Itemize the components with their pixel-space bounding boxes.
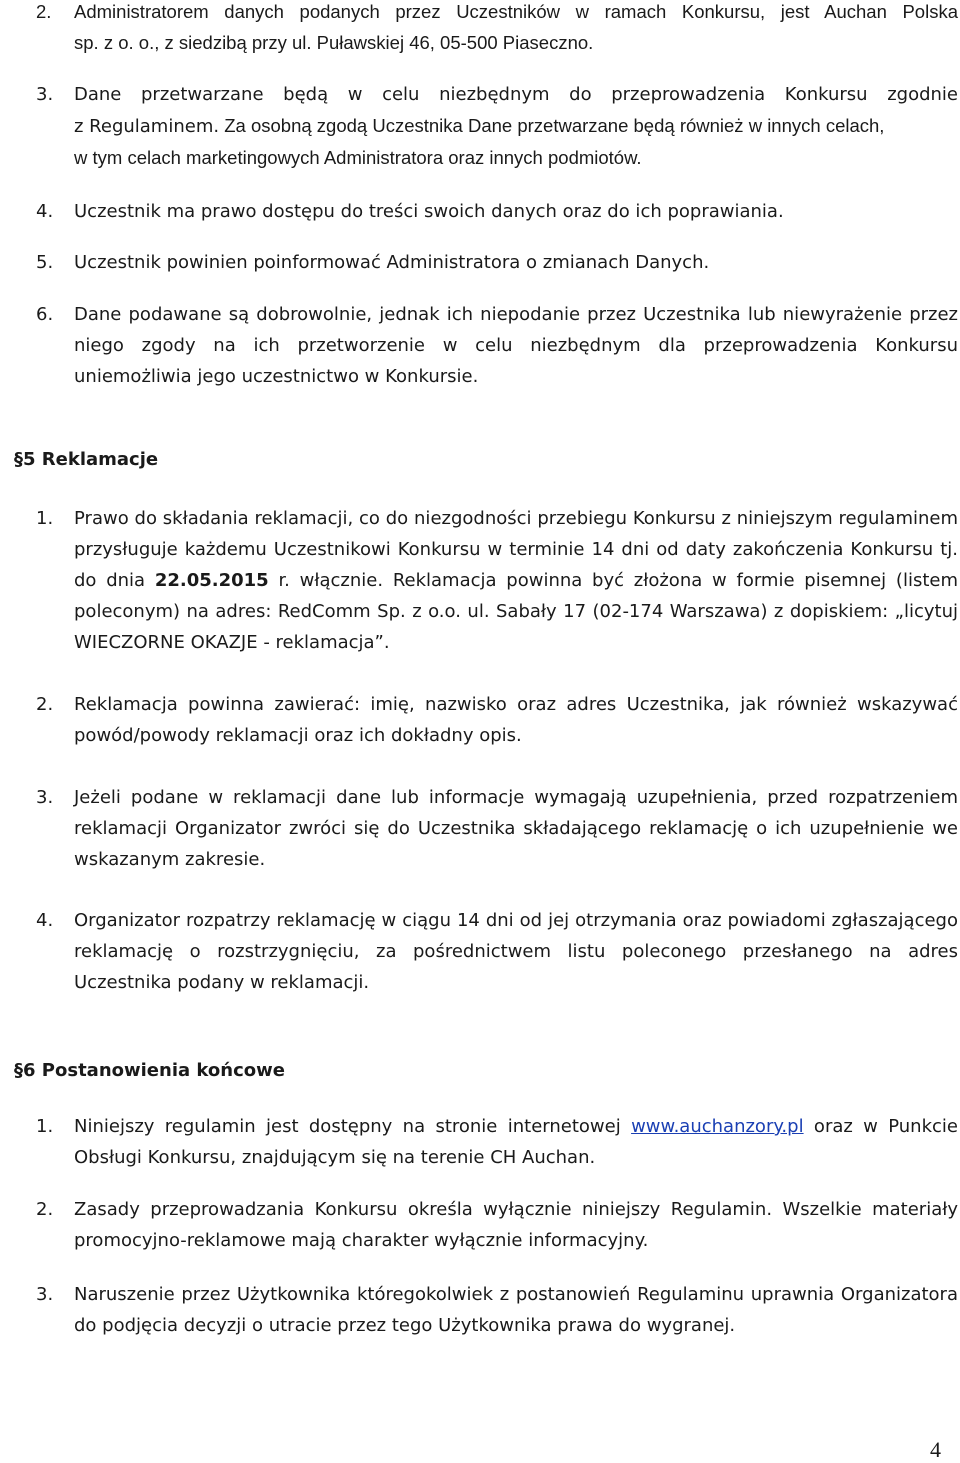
list-item <box>36 503 958 658</box>
item-number: 4. <box>36 910 54 931</box>
item-text: Prawo do składania reklamacji, co do niezgodności przebiegu Konkursu z niniejszym regulaminem przysługuje każdemu Uczestnikowi Konkursu w terminie 14 dni od daty zakończenia Konkursu tj. do dnia 22.05.2015 r. włącznie. Reklamacja powinna być złożona w formie pisemnej (listem poleconym) na adres: RedComm Sp. z o.o. ul. Sabały 17 (02-174 Warszawa) z dopiskiem: „licytuj WIECZORNE OKAZJE - reklamacja”. <box>74 508 958 653</box>
item-number: 5. <box>36 252 54 273</box>
list-item <box>36 1194 958 1256</box>
item-number: 2. <box>36 1 52 22</box>
item-number: 3. <box>36 787 54 808</box>
list-item <box>36 299 958 392</box>
page-number: 4 <box>930 1437 941 1462</box>
item-text: Jeżeli podane w reklamacji dane lub informacje wymagają uzupełnienia, przed rozpatrzeniem reklamacji Organizator zwróci się do Uczestnika składającego reklamację o ich uzupełnienie we wskazanym zakresie. <box>74 787 958 870</box>
item-number: 4. <box>36 201 54 222</box>
list-item <box>36 1279 958 1341</box>
list-item <box>36 782 958 875</box>
list-item <box>36 247 958 278</box>
item-text: Za osobną zgodą Uczestnika Dane przetwarzane będą również w innych celach, <box>224 115 885 136</box>
website-link[interactable]: www.auchanzory.pl <box>631 1116 804 1137</box>
list-item <box>36 1111 958 1173</box>
item-number: 3. <box>36 84 54 105</box>
item-text: Administratorem danych podanych przez Uczestników w ramach Konkursu, jest Auchan Polska <box>74 1 958 22</box>
item-number: 2. <box>36 1199 54 1220</box>
item-number: 3. <box>36 1284 54 1305</box>
item-text: Dane podawane są dobrowolnie, jednak ich niepodanie przez Uczestnika lub niewyrażenie przez niego zgody na ich przetworzenie w celu niezbędnym dla przeprowadzenia Konkursu uniemożliwia jego uczestnictwo w Konkursie. <box>74 304 958 387</box>
item-text: Reklamacja powinna zawierać: imię, nazwisko oraz adres Uczestnika, jak również wskazywać powód/powody reklamacji oraz ich dokładny opis. <box>74 694 958 746</box>
list-item <box>36 689 958 751</box>
list-item <box>36 79 958 173</box>
item-text: Zasady przeprowadzania Konkursu określa wyłącznie niniejszy Regulamin. Wszelkie materiały promocyjno-reklamowe mają charakter wyłącznie informacyjny. <box>74 1199 958 1251</box>
item-text: Uczestnik powinien poinformować Administratora o zmianach Danych. <box>74 252 710 273</box>
list-item <box>36 0 958 58</box>
item-text: z Regulaminem. <box>74 116 220 137</box>
deadline-date: 22.05.2015 <box>154 570 269 591</box>
item-text: Uczestnik ma prawo dostępu do treści swoich danych oraz do ich poprawiania. <box>74 201 784 222</box>
item-number: 1. <box>36 1116 54 1137</box>
section-heading: §6 Postanowienia końcowe <box>14 1060 285 1081</box>
section-heading: §5 Reklamacje <box>14 449 159 470</box>
list-item <box>36 196 958 227</box>
item-text: sp. z o. o., z siedzibą przy ul. Puławskiej 46, 05-500 Piaseczno. <box>74 32 594 53</box>
item-text: Niniejszy regulamin jest dostępny na stronie internetowej www.auchanzory.pl oraz w Punkcie Obsługi Konkursu, znajdującym się na terenie CH Auchan. <box>74 1116 958 1168</box>
item-text: Dane przetwarzane będą w celu niezbędnym do przeprowadzenia Konkursu zgodnie <box>74 84 958 105</box>
item-text: Naruszenie przez Użytkownika któregokolwiek z postanowień Regulaminu uprawnia Organizatora do podjęcia decyzji o utracie przez tego Użytkownika prawa do wygranej. <box>74 1284 958 1336</box>
item-number: 1. <box>36 508 54 529</box>
item-number: 2. <box>36 694 54 715</box>
item-number: 6. <box>36 304 54 325</box>
item-text: Organizator rozpatrzy reklamację w ciągu 14 dni od jej otrzymania oraz powiadomi zgłaszającego reklamację o rozstrzygnięciu, za pośrednictwem listu poleconego przesłanego na adres Uczestnika podany w reklamacji. <box>74 910 958 993</box>
item-text: w tym celach marketingowych Administratora oraz innych podmiotów. <box>74 147 642 168</box>
list-item <box>36 905 958 998</box>
